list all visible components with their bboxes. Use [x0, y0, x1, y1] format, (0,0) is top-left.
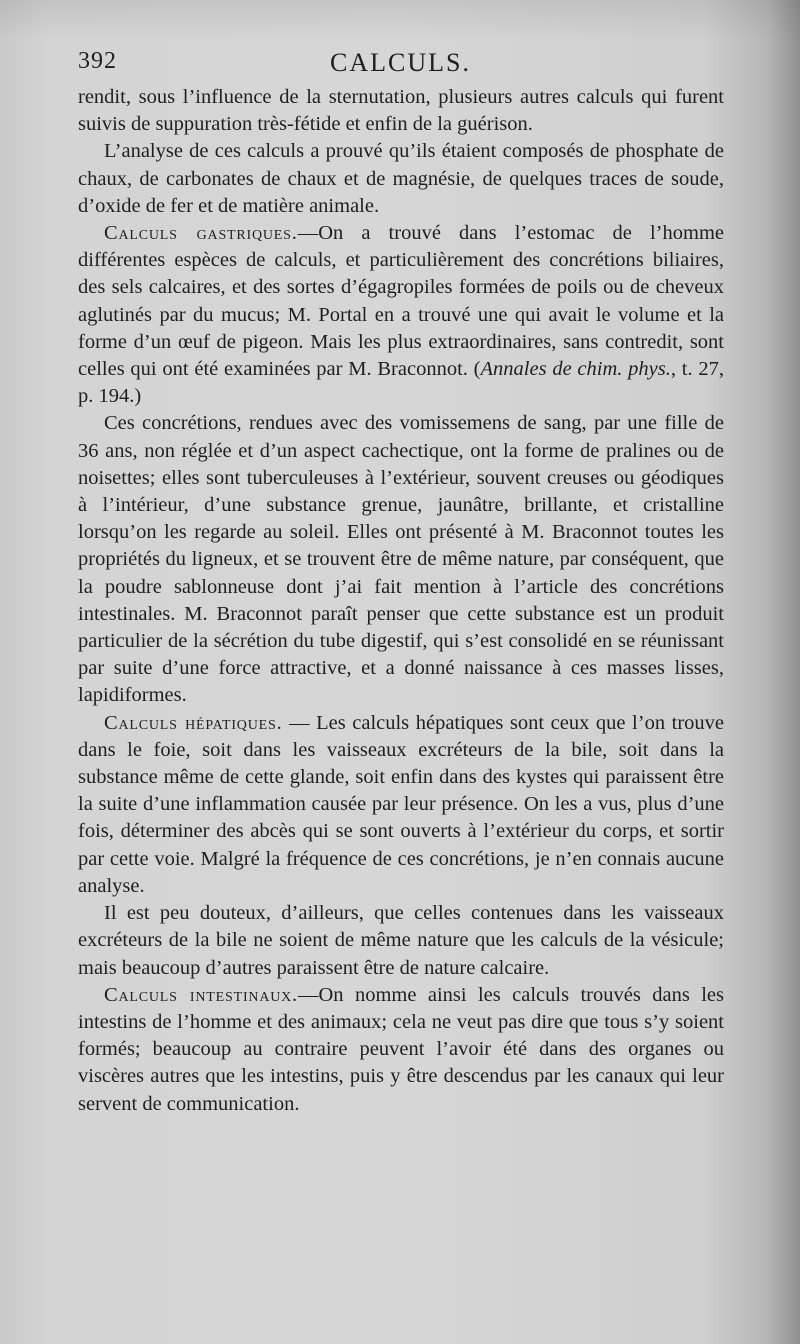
paragraph-text: Ces concrétions, rendues avec des vomissemens de sang, par une fille de 36 ans, non réglée et d’un aspect cachectique, ont la forme de pralines ou de noisettes; elles sont tuberculeuses à l’extérieur, souvent creuses ou géodiques à l’intérieur, d’une substance grenue, jaunâtre, brillante, et cristalline lorsqu’on les regarde au soleil. Elles ont présenté à M. Braconnot toutes les propriétés du ligneux, et se trouvent être de même nature, par conséquent, que la poudre sablonneuse dont j’ai fait mention à l’article des concrétions intestinales. M. Braconnot paraît penser que cette substance est un produit particulier de la sécrétion du tube digestif, qui s’est consolidé en se réunissant par suite d’une force attractive, et a donné naissance à ces masses lisses, lapidiformes.: [78, 412, 724, 707]
section-heading: Calculs gastriques.: [104, 222, 298, 245]
section-heading: Calculs intestinaux.: [104, 983, 298, 1006]
paragraph-text: L’analyse de ces calculs a prouvé qu’ils étaient composés de phosphate de chaux, de carbonates de chaux et de magnésie, de quelques traces de soude, d’oxide de fer et de matière animale.: [78, 140, 724, 217]
paragraph-analysis: [78, 138, 724, 220]
paragraph-vaisseaux: [78, 900, 724, 982]
paragraph-calculs-gastriques: [78, 220, 724, 410]
page-number: 392: [78, 48, 117, 74]
section-heading: Calculs hépatiques.: [104, 711, 283, 734]
paragraph-text: —On a trouvé dans l’estomac de l’homme différentes espèces de calculs, et particulièrement des concrétions biliaires, des sels calcaires, et des sortes d’égagropiles formées de poils ou de cheveux aglutinés par du mucus; M. Portal en a trouvé une qui avait le volume et la forme d’un œuf de pigeon. Mais les plus extraordinaires, sans contredit, sont celles qui ont été examinées par M. Braconnot. (: [78, 222, 724, 381]
page-header: [78, 44, 724, 80]
paragraph-text: — Les calculs hépatiques sont ceux que l’on trouve dans le foie, soit dans les vaisseaux excréteurs de la bile, soit dans la substance même de cette glande, soit enfin dans des kystes qui paraissent être la suite d’une inflammation causée par leur présence. On les a vus, plus d’une fois, déterminer des abcès qui se sont ouverts à l’extérieur du corps, et sortir par cette voie. Malgré la fréquence de ces concrétions, je n’en connais aucune analyse.: [78, 711, 724, 897]
paragraph-calculs-intestinaux: [78, 982, 724, 1118]
text-block: [78, 44, 724, 1118]
citation-title: Annales de chim. phys.: [480, 358, 671, 381]
paragraph-continuation: [78, 84, 724, 138]
running-head: CALCULS.: [330, 48, 471, 77]
paragraph-text: —On nomme ainsi les calculs trouvés dans les intestins de l’homme et des animaux; cela ne veut pas dire que tous s’y soient formés; beaucoup au contraire peuvent l’avoir été dans des organes ou viscères autres que les intestins, puis y être descendus par les canaux qui leur servent de communication.: [78, 983, 724, 1115]
paragraph-text: rendit, sous l’influence de la sternutation, plusieurs autres calculs qui furent suivis de suppuration très-fétide et enfin de la guérison.: [78, 86, 724, 136]
page-shadow: [0, 0, 800, 40]
paragraph-concretions: [78, 410, 724, 709]
citation-reference: , t. 27, p. 194.): [78, 358, 724, 408]
paragraph-calculs-hepatiques: [78, 710, 724, 900]
paragraph-text: Il est peu douteux, d’ailleurs, que celles contenues dans les vaisseaux excréteurs de la bile ne soient de même nature que les calculs de la vésicule; mais beaucoup d’autres paraissent être de nature calcaire.: [78, 902, 724, 979]
